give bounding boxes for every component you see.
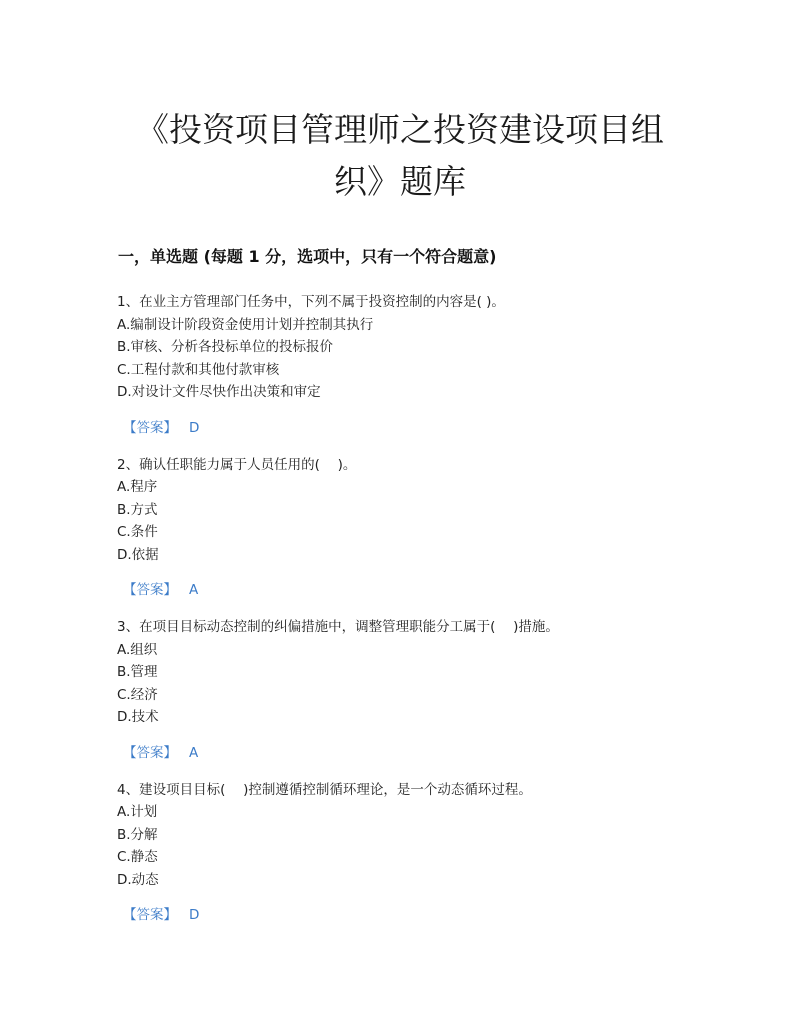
section-heading: 一，单选题 (每题 1 分，选项中，只有一个符合题意) bbox=[118, 247, 497, 266]
option-d: D.动态 bbox=[117, 871, 159, 888]
answer-value: D bbox=[189, 419, 200, 436]
question-3 bbox=[117, 616, 717, 779]
answer-row bbox=[117, 417, 717, 440]
option-c: C.静态 bbox=[117, 849, 158, 865]
question-list bbox=[117, 291, 717, 941]
question-stem: 2、确认任职能力属于人员任用的( )。 bbox=[117, 456, 357, 473]
option-a: A.组织 bbox=[117, 641, 158, 658]
option-c: C.经济 bbox=[117, 686, 158, 703]
option-b: B.方式 bbox=[117, 501, 158, 518]
question-2 bbox=[117, 454, 717, 617]
answer-label: 【答案】 bbox=[123, 744, 177, 761]
option-d: D.对设计文件尽快作出决策和审定 bbox=[117, 384, 321, 400]
answer-value: A bbox=[189, 744, 199, 761]
option-a: A.编制设计阶段资金使用计划并控制其执行 bbox=[117, 316, 374, 333]
answer-row bbox=[117, 904, 717, 927]
question-stem: 4、建设项目目标( )控制遵循控制循环理论，是一个动态循环过程。 bbox=[117, 781, 532, 798]
option-d: D.依据 bbox=[117, 546, 159, 563]
question-1 bbox=[117, 291, 717, 454]
option-c: C.条件 bbox=[117, 524, 158, 540]
option-a: A.程序 bbox=[117, 479, 158, 495]
option-a: A.计划 bbox=[117, 804, 158, 820]
question-4 bbox=[117, 779, 717, 942]
answer-row bbox=[117, 579, 717, 602]
answer-label: 【答案】 bbox=[123, 582, 177, 598]
option-b: B.审核、分析各投标单位的投标报价 bbox=[117, 339, 334, 355]
option-b: B.管理 bbox=[117, 664, 158, 680]
answer-label: 【答案】 bbox=[123, 419, 177, 436]
answer-row bbox=[117, 742, 717, 765]
question-stem: 3、在项目目标动态控制的纠偏措施中，调整管理职能分工属于( )措施。 bbox=[117, 619, 559, 635]
option-d: D.技术 bbox=[117, 709, 159, 725]
answer-value: A bbox=[189, 582, 199, 598]
answer-value: D bbox=[189, 907, 200, 923]
option-c: C.工程付款和其他付款审核 bbox=[117, 361, 280, 378]
page-title: 《投资项目管理师之投资建设项目组织》题库 bbox=[136, 110, 664, 201]
answer-label: 【答案】 bbox=[123, 907, 177, 923]
question-stem: 1、在业主方管理部门任务中，下列不属于投资控制的内容是( )。 bbox=[117, 294, 505, 310]
option-b: B.分解 bbox=[117, 826, 158, 843]
